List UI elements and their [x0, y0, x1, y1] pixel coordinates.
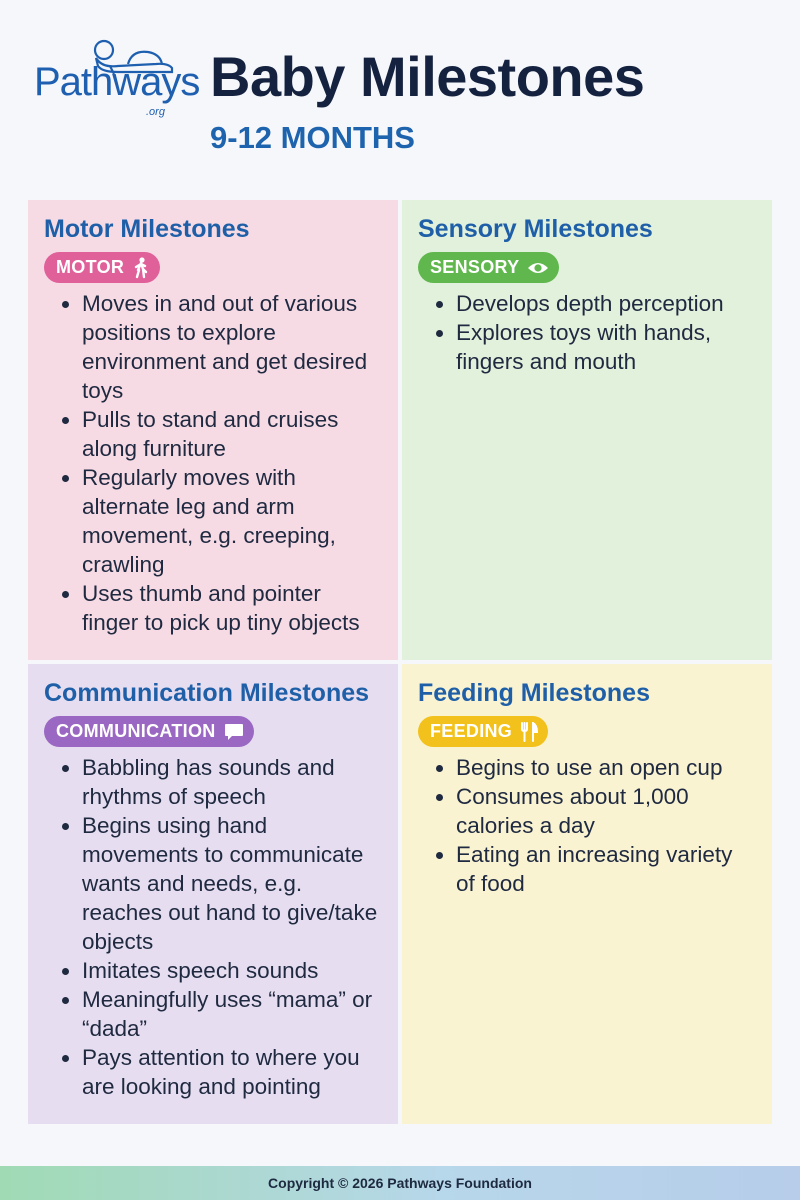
list-item: Regularly moves with alternate leg and arm movement, e.g. creeping, crawling	[62, 463, 382, 579]
communication-heading: Communication Milestones	[44, 679, 370, 707]
logo-org-suffix: .org	[146, 106, 165, 118]
list-item: Eating an increasing variety of food	[436, 840, 756, 898]
communication-list	[62, 753, 382, 1101]
sensory-list	[436, 289, 756, 376]
header	[0, 0, 800, 190]
age-range-subtitle: 9-12 MONTHS	[210, 120, 415, 155]
speech-bubble-icon	[224, 723, 244, 741]
sensory-badge	[418, 252, 559, 283]
list-item: Uses thumb and pointer finger to pick up tiny objects	[62, 579, 382, 637]
page-title: Baby Milestones	[210, 45, 645, 108]
pathways-logo[interactable]	[34, 36, 200, 126]
feeding-badge-label: FEEDING	[430, 721, 513, 741]
communication-badge	[44, 716, 254, 747]
list-item: Imitates speech sounds	[62, 956, 382, 985]
communication-badge-label: COMMUNICATION	[56, 721, 216, 741]
eye-icon	[527, 260, 549, 276]
motor-list	[62, 289, 382, 637]
fork-knife-icon	[520, 722, 538, 742]
list-item: Pays attention to where you are looking and pointing	[62, 1043, 382, 1101]
walking-person-icon	[132, 257, 150, 279]
motor-section	[28, 200, 398, 660]
copyright-text: Copyright © 2026 Pathways Foundation	[268, 1175, 532, 1191]
list-item: Meaningfully uses “mama” or “dada”	[62, 985, 382, 1043]
feeding-heading: Feeding Milestones	[418, 679, 650, 707]
list-item: Consumes about 1,000 calories a day	[436, 782, 756, 840]
feeding-list	[436, 753, 756, 898]
feeding-section	[402, 664, 772, 1124]
logo-wordmark: Pathways	[34, 60, 200, 104]
motor-heading: Motor Milestones	[44, 215, 250, 243]
list-item: Explores toys with hands, fingers and mouth	[436, 318, 756, 376]
list-item: Pulls to stand and cruises along furniture	[62, 405, 382, 463]
list-item: Begins to use an open cup	[436, 753, 756, 782]
sensory-heading: Sensory Milestones	[418, 215, 653, 243]
motor-badge	[44, 252, 160, 283]
list-item: Begins using hand movements to communicate wants and needs, e.g. reaches out hand to give/take objects	[62, 811, 382, 956]
communication-section	[28, 664, 398, 1124]
list-item: Develops depth perception	[436, 289, 756, 318]
sensory-badge-label: SENSORY	[430, 257, 520, 277]
sensory-section	[402, 200, 772, 660]
motor-badge-label: MOTOR	[56, 257, 125, 277]
list-item: Babbling has sounds and rhythms of speech	[62, 753, 382, 811]
feeding-badge	[418, 716, 548, 747]
list-item: Moves in and out of various positions to explore environment and get desired toys	[62, 289, 382, 405]
footer	[0, 1166, 800, 1200]
